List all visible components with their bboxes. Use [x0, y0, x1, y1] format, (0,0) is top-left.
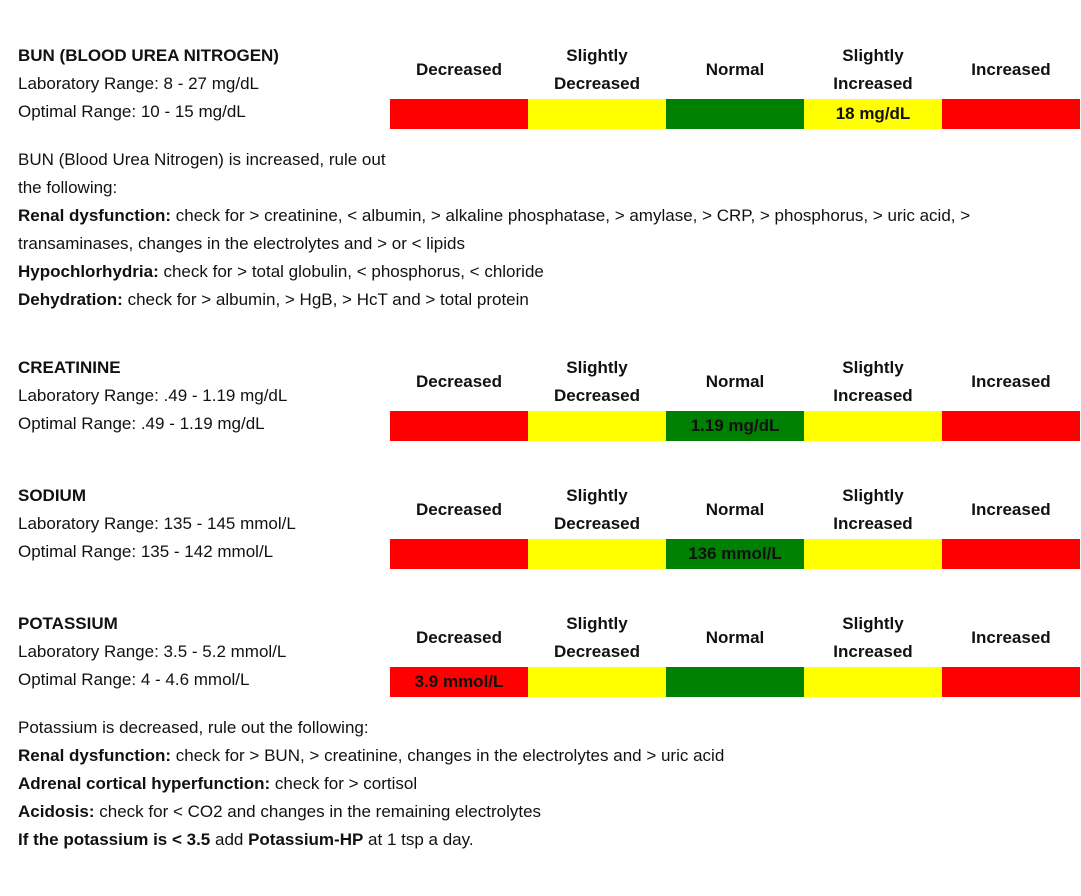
optimal-range: Optimal Range: 4 - 4.6 mmol/L [18, 670, 250, 689]
segment-slightly-increased [804, 667, 942, 697]
range-bar [390, 539, 1080, 569]
note-renal [18, 742, 724, 770]
note-label: Renal dysfunction: [18, 746, 172, 765]
label-slightly-decreased: Slightly Decreased [553, 614, 640, 661]
range-bar [390, 411, 1080, 441]
note-text: check for > albumin, > HgB, > HcT and > total protein [122, 290, 529, 309]
note-supplement [18, 826, 724, 854]
label-increased: Increased [971, 372, 1051, 391]
optimal-range: Optimal Range: 10 - 15 mg/dL [18, 102, 246, 121]
note-label: Adrenal cortical hyperfunction: [18, 774, 271, 793]
segment-slightly-decreased [528, 99, 666, 129]
segment-decreased [390, 667, 528, 697]
note-label: Acidosis: [18, 802, 95, 821]
scale-labels [390, 610, 1080, 666]
note-hypochlorhydria [18, 258, 970, 286]
segment-increased [942, 667, 1080, 697]
note-dehydration [18, 286, 970, 314]
note-renal-cont: transaminases, changes in the electrolytes and > or < lipids [18, 234, 465, 253]
bun-info [18, 42, 388, 126]
segment-slightly-decreased [528, 411, 666, 441]
label-decreased: Decreased [415, 628, 502, 647]
label-slightly-increased: Slightly Increased [833, 46, 913, 93]
range-bar [390, 99, 1080, 129]
label-normal: Normal [705, 628, 765, 647]
segment-slightly-decreased [528, 539, 666, 569]
note-text: check for > creatinine, < albumin, > alkaline phosphatase, > amylase, > CRP, > phosphorus, > uric acid, > [171, 206, 971, 225]
note-text: add [210, 830, 249, 849]
label-increased: Increased [971, 60, 1051, 79]
scale-labels [390, 42, 1080, 98]
scale-labels [390, 354, 1080, 410]
note-text: check for < CO2 and changes in the remaining electrolytes [94, 802, 542, 821]
lab-range: Laboratory Range: 135 - 145 mmol/L [18, 514, 296, 533]
note-text: check for > cortisol [270, 774, 418, 793]
product-name: Potassium-HP [248, 830, 364, 849]
label-increased: Increased [971, 628, 1051, 647]
note-label: Dehydration: [18, 290, 123, 309]
test-title: POTASSIUM [18, 614, 118, 633]
test-title: SODIUM [18, 486, 86, 505]
label-normal: Normal [705, 372, 765, 391]
label-decreased: Decreased [415, 60, 502, 79]
segment-slightly-decreased [528, 667, 666, 697]
note-intro: BUN (Blood Urea Nitrogen) is increased, rule out the following: [18, 150, 386, 197]
label-slightly-decreased: Slightly Decreased [553, 46, 640, 93]
segment-normal [666, 99, 804, 129]
result-value: 136 mmol/L [688, 544, 782, 563]
lab-range: Laboratory Range: 8 - 27 mg/dL [18, 74, 259, 93]
result-value: 1.19 mg/dL [690, 416, 780, 435]
label-slightly-decreased: Slightly Decreased [553, 486, 640, 533]
scale-labels [390, 482, 1080, 538]
sodium-info [18, 482, 388, 566]
optimal-range: Optimal Range: .49 - 1.19 mg/dL [18, 414, 265, 433]
note-text: check for > BUN, > creatinine, changes in the electrolytes and > uric acid [171, 746, 725, 765]
segment-normal [666, 411, 804, 441]
test-title: CREATININE [18, 358, 121, 377]
note-renal [18, 202, 970, 230]
result-value: 3.9 mmol/L [414, 672, 504, 691]
segment-increased [942, 539, 1080, 569]
label-normal: Normal [705, 500, 765, 519]
segment-decreased [390, 99, 528, 129]
note-label: Renal dysfunction: [18, 206, 172, 225]
note-text: check for > total globulin, < phosphorus, < chloride [158, 262, 544, 281]
label-slightly-increased: Slightly Increased [833, 358, 913, 405]
segment-decreased [390, 411, 528, 441]
label-increased: Increased [971, 500, 1051, 519]
note-label: Hypochlorhydria: [18, 262, 159, 281]
segment-increased [942, 99, 1080, 129]
note-adrenal [18, 770, 724, 798]
label-slightly-increased: Slightly Increased [833, 486, 913, 533]
label-slightly-increased: Slightly Increased [833, 614, 913, 661]
test-title: BUN (BLOOD UREA NITROGEN) [18, 46, 279, 65]
bun-note [18, 146, 970, 314]
result-value: 18 mg/dL [835, 104, 911, 123]
note-intro: Potassium is decreased, rule out the following: [18, 718, 369, 737]
segment-slightly-increased [804, 99, 942, 129]
note-text: at 1 tsp a day. [363, 830, 474, 849]
label-normal: Normal [705, 60, 765, 79]
segment-slightly-increased [804, 411, 942, 441]
range-bar [390, 667, 1080, 697]
segment-normal [666, 667, 804, 697]
segment-slightly-increased [804, 539, 942, 569]
segment-normal [666, 539, 804, 569]
segment-decreased [390, 539, 528, 569]
segment-increased [942, 411, 1080, 441]
creatinine-info [18, 354, 388, 438]
note-label: If the potassium is < 3.5 [18, 830, 211, 849]
note-acidosis [18, 798, 724, 826]
label-decreased: Decreased [415, 372, 502, 391]
potassium-info [18, 610, 388, 694]
label-decreased: Decreased [415, 500, 502, 519]
lab-range: Laboratory Range: .49 - 1.19 mg/dL [18, 386, 288, 405]
potassium-note [18, 714, 724, 854]
lab-range: Laboratory Range: 3.5 - 5.2 mmol/L [18, 642, 287, 661]
label-slightly-decreased: Slightly Decreased [553, 358, 640, 405]
optimal-range: Optimal Range: 135 - 142 mmol/L [18, 542, 274, 561]
